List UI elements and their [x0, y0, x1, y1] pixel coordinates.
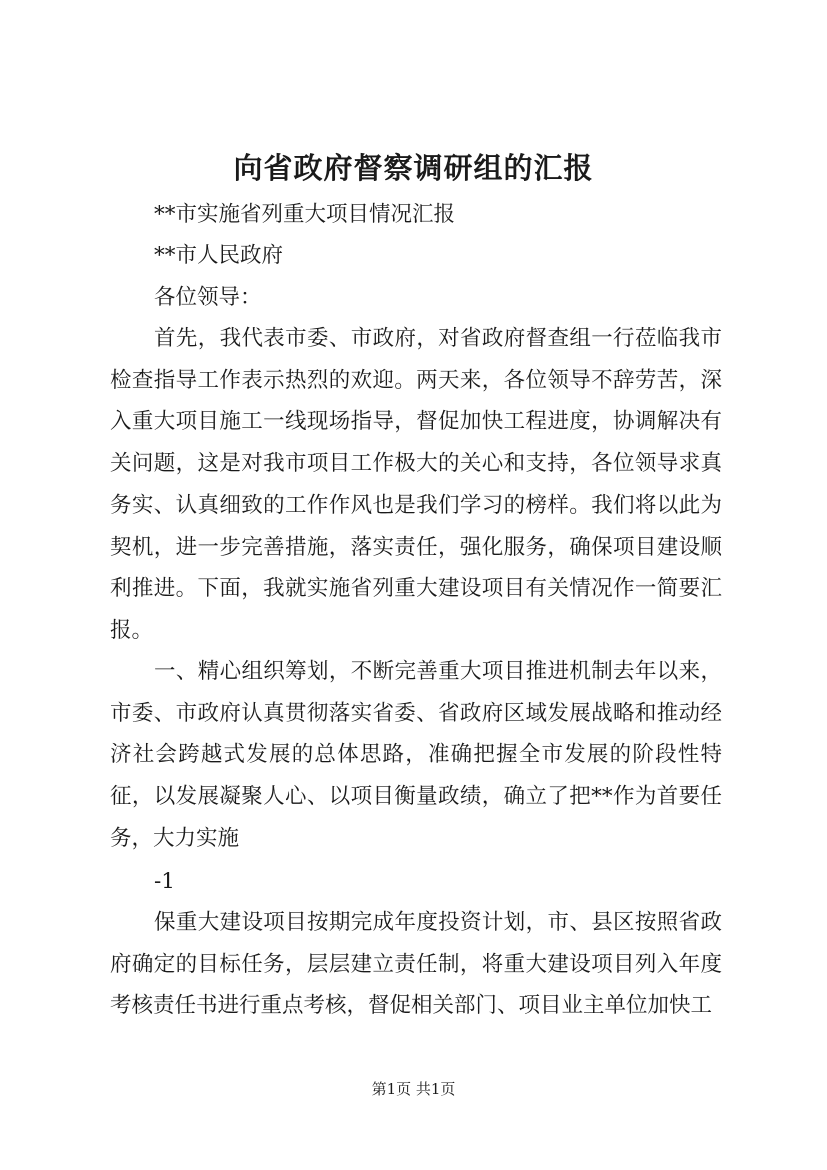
paragraph-continued: 保重大建设项目按期完成年度投资计划，市、县区按照省政府确定的目标任务，层层建立责任制，将重大建设项目列入年度考核责任书进行重点考核，督促相关部门、项目业主单位加快工 — [110, 910, 722, 1019]
document-subtitle: **市实施省列重大项目情况汇报 — [154, 202, 456, 227]
document-author: **市人民政府 — [154, 243, 284, 268]
page-footer: 第1页 共1页 — [371, 1080, 456, 1098]
salutation: 各位领导： — [154, 285, 262, 310]
page-marker: -1 — [154, 869, 175, 894]
paragraph-section-one: 一、精心组织筹划，不断完善重大项目推进机制去年以来，市委、市政府认真贯彻落实省委、省政府区域发展战略和推动经济社会跨越式发展的总体思路，准确把握全市发展的阶段性特征，以发展凝聚人心、以项目衡量政绩，确立了把**作为首要任务，大力实施 — [110, 659, 722, 851]
document-title: 向省政府督察调研组的汇报 — [233, 151, 594, 185]
paragraph-opening: 首先，我代表市委、市政府，对省政府督查组一行莅临我市检查指导工作表示热烈的欢迎。两天来，各位领导不辞劳苦，深入重大项目施工一线现场指导，督促加快工程进度，协调解决有关问题，这是对我市项目工作极大的关心和支持，各位领导求真务实、认真细致的工作作风也是我们学习的榜样。我们将以此为契机，进一步完善措施，落实责任，强化服务，确保项目建设顺利推进。下面，我就实施省列重大建设项目有关情况作一简要汇报。 — [110, 326, 722, 643]
